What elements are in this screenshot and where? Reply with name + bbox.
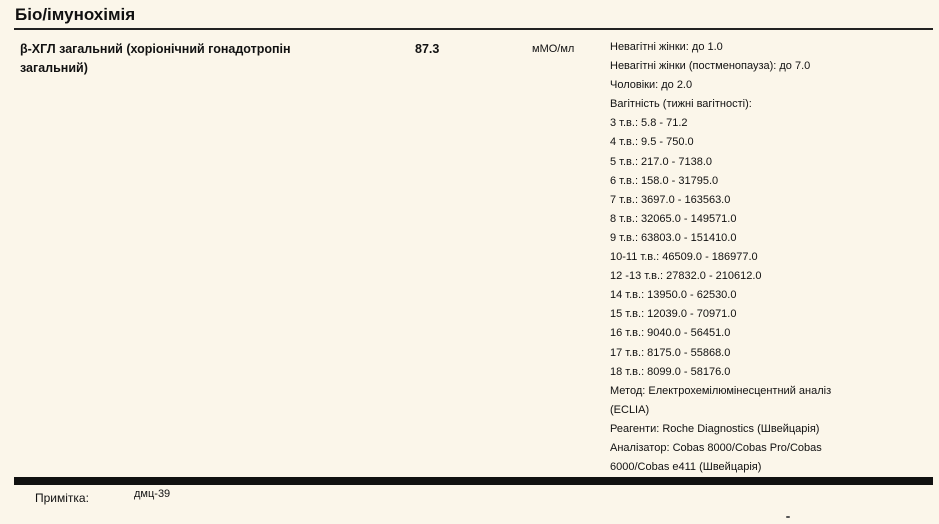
reference-line: Вагітність (тижні вагітності): [610,98,752,111]
analyzer-text: Аналізатор: Cobas 8000/Cobas Pro/Cobas 6000/Cobas e411 (Швейцарія) [610,441,822,474]
reference-line: 5 т.в.: 217.0 - 7138.0 [610,155,713,168]
method-text: Метод: Електрохемілюмінесцентний аналіз (ECLIA) [610,384,832,416]
reference-line: 16 т.в.: 9040.0 - 56451.0 [610,327,731,340]
reference-line: Невагітні жінки: до 1.0 [610,41,723,53]
reference-line: Невагітні жінки (постменопауза): до 7.0 [610,60,811,73]
reference-line: 8 т.в.: 32065.0 - 149571.0 [610,212,737,225]
reference-line: 3 т.в.: 5.8 - 71.2 [610,117,688,130]
reference-line: 18 т.в.: 8099.0 - 58176.0 [610,365,731,378]
stray-mark [786,516,790,518]
reference-line: 14 т.в.: 13950.0 - 62530.0 [610,289,737,302]
section-title: Біо/імунохімія [15,5,136,24]
reference-line: 10-11 т.в.: 46509.0 - 186977.0 [610,251,758,264]
test-result-value: 87.3 [415,42,440,56]
note-value: дмц-39 [134,488,171,500]
reference-line: 15 т.в.: 12039.0 - 70971.0 [610,308,737,321]
reference-line: 7 т.в.: 3697.0 - 163563.0 [610,193,731,206]
reagents-text: Реагенти: Roche Diagnostics (Швейцарія) [610,422,820,435]
reference-line: 9 т.в.: 63803.0 - 151410.0 [610,231,737,244]
reference-line: 12 -13 т.в.: 27832.0 - 210612.0 [610,270,762,283]
reference-line: 4 т.в.: 9.5 - 750.0 [610,136,694,149]
bottom-divider [14,477,933,485]
reference-values [610,38,910,477]
reference-line: 17 т.в.: 8175.0 - 55868.0 [610,346,731,359]
test-name: β-ХГЛ загальний (хоріонічний гонадотропін загальний) [20,42,291,75]
note-label: Примітка: [35,491,89,505]
title-divider [14,28,933,30]
reference-line: Чоловіки: до 2.0 [610,79,693,92]
test-unit: мМО/мл [532,43,575,55]
reference-line: 6 т.в.: 158.0 - 31795.0 [610,174,719,187]
